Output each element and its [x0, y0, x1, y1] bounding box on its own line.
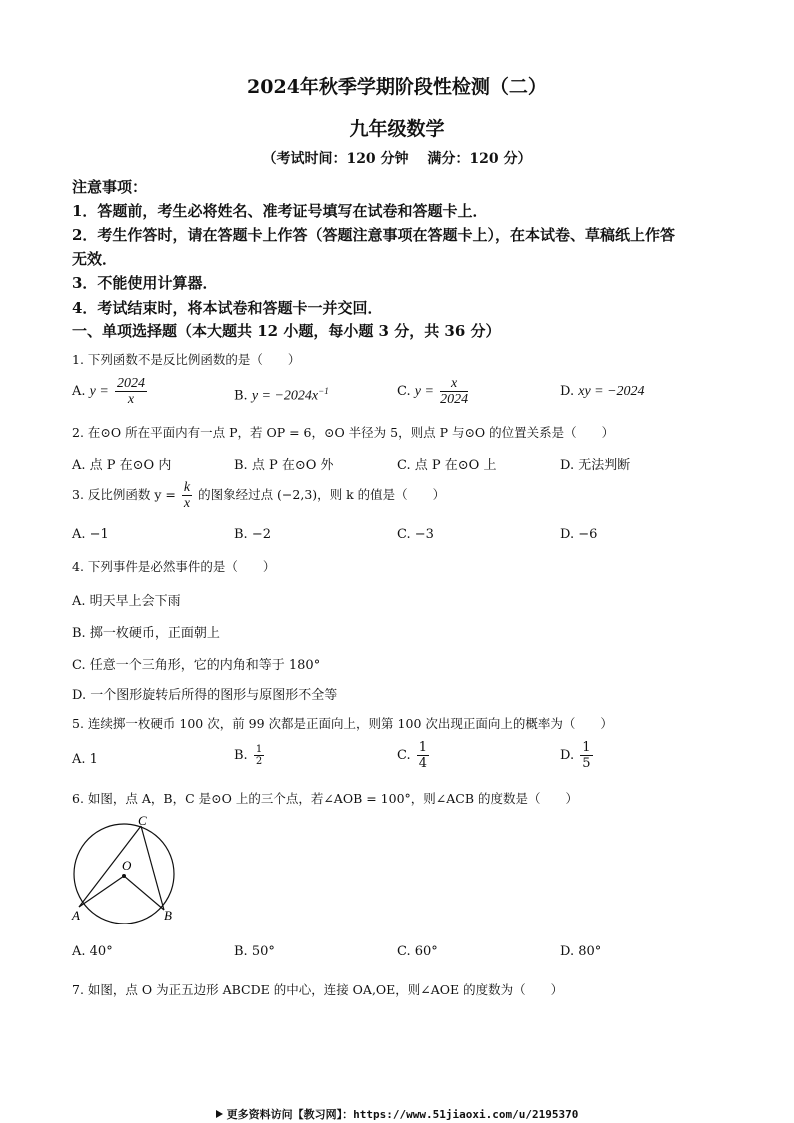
segment-ob — [124, 876, 164, 910]
q6-option-b: B. 50° — [234, 944, 275, 959]
q5-option-d: D. $\frac{1}{5}$ — [560, 740, 591, 771]
q4-option-c: C. 任意一个三角形，它的内角和等于 180° — [72, 658, 321, 673]
q6-option-a: A. 40° — [72, 944, 113, 959]
q3-option-a: A. −1 — [72, 527, 109, 542]
q1-option-c: C. y = $\frac{x}{2024}$ — [397, 376, 469, 407]
q2-option-a: A. 点 P 在⊙O 内 — [72, 458, 172, 473]
q5-option-c: C. $\frac{1}{4}$ — [397, 740, 428, 771]
center-point — [122, 874, 126, 878]
q2-option-b: B. 点 P 在⊙O 外 — [234, 458, 334, 473]
note-item: 1．答题前，考生必将姓名、准考证号填写在试卷和答题卡上． — [72, 202, 488, 220]
q5-option-b: B. $\frac{1}{2}$ — [234, 744, 263, 767]
q2-option-c: C. 点 P 在⊙O 上 — [397, 458, 497, 473]
question-4-stem: 4. 下列事件是必然事件的是（ ） — [72, 559, 276, 574]
exam-info: （考试时间：120 分钟 满分：120 分） — [262, 151, 532, 167]
note-item: 无效． — [72, 250, 118, 268]
segment-bc — [141, 826, 164, 910]
q3-option-d: D. −6 — [560, 527, 598, 542]
label-c: C — [138, 813, 147, 828]
footer-link[interactable]: 更多资料访问【教习网】：https://www.51jiaoxi.com/u/2195370 — [0, 1106, 794, 1122]
question-6-stem: 6. 如图，点 A，B，C 是⊙O 上的三个点，若∠AOB = 100°，则∠ACB 的度数是（ ） — [72, 791, 579, 806]
notes-heading: 注意事项： — [72, 178, 148, 196]
note-item: 3．不能使用计算器． — [72, 274, 218, 292]
question-5-stem: 5. 连续掷一枚硬币 100 次，前 99 次都是正面向上，则第 100 次出现正面向上的概率为（ ） — [72, 716, 613, 731]
note-item: 2．考生作答时，请在答题卡上作答（答题注意事项在答题卡上），在本试卷、草稿纸上作答 — [72, 226, 675, 244]
q4-option-a: A. 明天早上会下雨 — [72, 594, 181, 609]
q2-option-d: D. 无法判断 — [560, 458, 631, 473]
section-heading: 一、单项选择题（本大题共 12 小题，每小题 3 分，共 36 分） — [72, 322, 501, 340]
label-o: O — [122, 858, 132, 873]
label-b: B — [164, 908, 172, 923]
q4-option-b: B. 掷一枚硬币，正面朝上 — [72, 626, 220, 641]
circle-figure — [66, 812, 186, 924]
question-7-stem: 7. 如图，点 O 为正五边形 ABCDE 的中心，连接 OA,OE，则∠AOE 的度数为（ ） — [72, 982, 564, 997]
q1-option-a: A. y = $\frac{2024}{x}$ — [72, 376, 145, 407]
label-a: A — [72, 908, 80, 923]
exam-subtitle: 九年级数学 — [349, 118, 445, 140]
q6-option-c: C. 60° — [397, 944, 438, 959]
question-1-stem: 1. 下列函数不是反比例函数的是（ ） — [72, 352, 301, 367]
q4-option-d: D. 一个图形旋转后所得的图形与原图形不全等 — [72, 688, 338, 703]
q1-option-b: B. $y = -2024x^{-1}$ — [234, 386, 329, 404]
q1-option-d: D. xy = −2024 — [560, 384, 645, 399]
q6-option-d: D. 80° — [560, 944, 602, 959]
q3-option-b: B. −2 — [234, 527, 271, 542]
question-3-stem: 3. 反比例函数 y = $\frac{k}{x}$ 的图象经过点 (−2,3)，则 k 的值是（ ） — [72, 480, 446, 511]
q3-option-c: C. −3 — [397, 527, 434, 542]
exam-title: 2024年秋季学期阶段性检测（二） — [247, 76, 547, 98]
note-item: 4．考试结束时，将本试卷和答题卡一并交回． — [72, 299, 383, 317]
segment-oa — [79, 876, 124, 907]
question-2-stem: 2. 在⊙O 所在平面内有一点 P，若 OP = 6，⊙O 半径为 5，则点 P 与⊙O 的位置关系是（ ） — [72, 425, 615, 440]
q5-option-a: A. 1 — [72, 752, 98, 767]
flag-icon — [216, 1110, 223, 1118]
